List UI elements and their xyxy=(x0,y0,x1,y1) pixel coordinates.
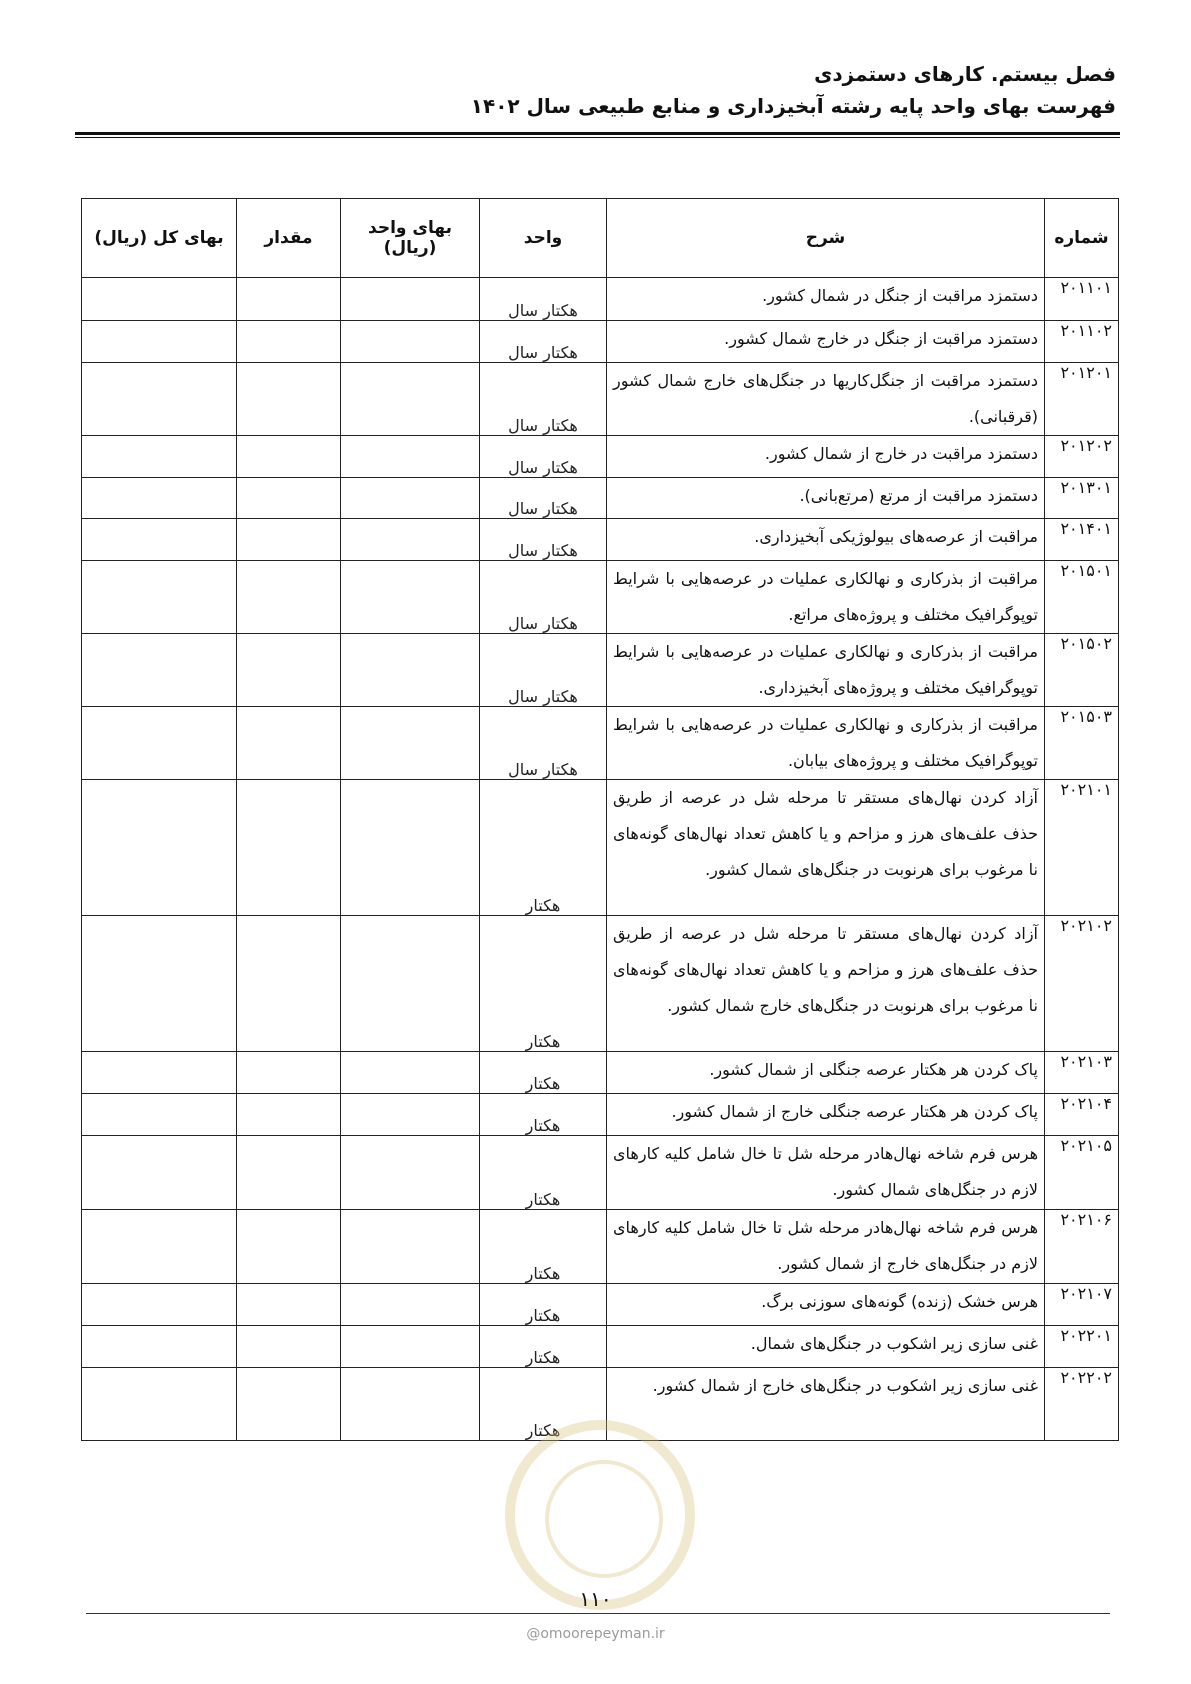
item-description: دستمزد مراقبت از مرتع (مرتع‌بانی). xyxy=(607,478,1045,519)
table-row xyxy=(82,707,1119,780)
item-unit-price xyxy=(341,780,480,916)
item-unit: هکتار xyxy=(480,1094,607,1136)
item-description: هرس خشک (زنده) گونه‌های سوزنی برگ. xyxy=(607,1284,1045,1326)
item-description: دستمزد مراقبت از جنگل در خارج شمال کشور. xyxy=(607,321,1045,363)
table-row xyxy=(82,1368,1119,1441)
item-quantity xyxy=(237,1210,341,1284)
item-unit-price xyxy=(341,916,480,1052)
item-unit-price xyxy=(341,436,480,478)
table-row xyxy=(82,561,1119,634)
item-total xyxy=(82,478,237,519)
item-unit: هکتار سال xyxy=(480,478,607,519)
item-quantity xyxy=(237,1094,341,1136)
item-code: ۲۰۲۲۰۲ xyxy=(1045,1368,1119,1441)
item-quantity xyxy=(237,1284,341,1326)
item-total xyxy=(82,1284,237,1326)
item-code: ۲۰۲۱۰۵ xyxy=(1045,1136,1119,1210)
item-unit: هکتار xyxy=(480,1136,607,1210)
item-code: ۲۰۲۱۰۴ xyxy=(1045,1094,1119,1136)
table-row xyxy=(82,634,1119,707)
table-row xyxy=(82,436,1119,478)
item-total xyxy=(82,561,237,634)
item-total xyxy=(82,780,237,916)
item-quantity xyxy=(237,436,341,478)
table-row xyxy=(82,519,1119,561)
item-unit-price xyxy=(341,1326,480,1368)
item-quantity xyxy=(237,363,341,436)
column-header-code: شماره xyxy=(1045,199,1119,278)
item-description: مراقبت از بذرکاری و نهالکاری عملیات در عرصه‌هایی با شرایط توپوگرافیک مختلف و پروژه‌های بیابان. xyxy=(607,707,1045,780)
item-quantity xyxy=(237,278,341,321)
item-code: ۲۰۲۱۰۳ xyxy=(1045,1052,1119,1094)
item-unit-price xyxy=(341,561,480,634)
item-quantity xyxy=(237,707,341,780)
table-row xyxy=(82,1284,1119,1326)
item-description: آزاد کردن نهال‌های مستقر تا مرحله شل در عرصه از طریق حذف علف‌های هرز و مزاحم و یا کاهش تعداد نهال‌های گونه‌های نا مرغوب برای هرنوبت در جنگل‌های خارج شمال کشور. xyxy=(607,916,1045,1052)
header-rule-thick xyxy=(75,132,1120,135)
table-row xyxy=(82,478,1119,519)
column-header-desc: شرح xyxy=(607,199,1045,278)
document-subtitle: فهرست بهای واحد پایه رشته آبخیزداری و منابع طبیعی سال ۱۴۰۲ xyxy=(470,94,1116,118)
table-row xyxy=(82,1136,1119,1210)
item-unit-price xyxy=(341,519,480,561)
item-quantity xyxy=(237,1326,341,1368)
item-code: ۲۰۱۱۰۲ xyxy=(1045,321,1119,363)
item-code: ۲۰۱۵۰۲ xyxy=(1045,634,1119,707)
column-header-unit-price xyxy=(341,199,480,278)
item-total xyxy=(82,436,237,478)
item-description: مراقبت از عرصه‌های بیولوژیکی آبخیزداری. xyxy=(607,519,1045,561)
item-unit-price xyxy=(341,321,480,363)
item-quantity xyxy=(237,916,341,1052)
column-header-unit: واحد xyxy=(480,199,607,278)
table-header-row xyxy=(82,199,1119,278)
page-header xyxy=(71,58,1116,122)
item-description: مراقبت از بذرکاری و نهالکاری عملیات در عرصه‌هایی با شرایط توپوگرافیک مختلف و پروژه‌های مراتع. xyxy=(607,561,1045,634)
header-rule-thin xyxy=(75,137,1120,138)
unit-price-label: بهای واحد xyxy=(368,218,452,238)
item-unit-price xyxy=(341,1052,480,1094)
item-unit: هکتار xyxy=(480,1326,607,1368)
item-code: ۲۰۲۲۰۱ xyxy=(1045,1326,1119,1368)
table-row xyxy=(82,363,1119,436)
item-total xyxy=(82,634,237,707)
item-total xyxy=(82,278,237,321)
chapter-title: فصل بیستم. کارهای دستمزدی xyxy=(814,62,1116,86)
item-total xyxy=(82,1094,237,1136)
item-unit-price xyxy=(341,1368,480,1441)
item-total xyxy=(82,321,237,363)
item-quantity xyxy=(237,561,341,634)
item-description: دستمزد مراقبت از جنگل‌کاریها در جنگل‌های خارج شمال کشور (قرقبانی). xyxy=(607,363,1045,436)
item-unit: هکتار سال xyxy=(480,519,607,561)
item-quantity xyxy=(237,1368,341,1441)
item-total xyxy=(82,1368,237,1441)
item-total xyxy=(82,916,237,1052)
page-number: ۱۱۰ xyxy=(579,1587,612,1611)
item-description: دستمزد مراقبت از جنگل در شمال کشور. xyxy=(607,278,1045,321)
item-total xyxy=(82,1052,237,1094)
item-unit-price xyxy=(341,634,480,707)
item-unit-price xyxy=(341,1094,480,1136)
item-quantity xyxy=(237,321,341,363)
item-unit: هکتار xyxy=(480,1052,607,1094)
item-description: دستمزد مراقبت در خارج از شمال کشور. xyxy=(607,436,1045,478)
item-total xyxy=(82,519,237,561)
item-code: ۲۰۲۱۰۷ xyxy=(1045,1284,1119,1326)
item-description: هرس فرم شاخه نهال‌هادر مرحله شل تا خال شامل کلیه کارهای لازم در جنگل‌های خارج از شمال کشور. xyxy=(607,1210,1045,1284)
item-unit-price xyxy=(341,1136,480,1210)
item-unit: هکتار سال xyxy=(480,634,607,707)
unit-price-currency: (ریال) xyxy=(383,238,437,258)
item-total xyxy=(82,363,237,436)
item-total xyxy=(82,1210,237,1284)
table-row xyxy=(82,278,1119,321)
item-description: مراقبت از بذرکاری و نهالکاری عملیات در عرصه‌هایی با شرایط توپوگرافیک مختلف و پروژه‌های آبخیزداری. xyxy=(607,634,1045,707)
item-total xyxy=(82,1326,237,1368)
item-quantity xyxy=(237,478,341,519)
table-row xyxy=(82,1094,1119,1136)
item-unit-price xyxy=(341,1284,480,1326)
item-code: ۲۰۱۵۰۳ xyxy=(1045,707,1119,780)
price-table xyxy=(81,198,1119,1441)
item-code: ۲۰۱۴۰۱ xyxy=(1045,519,1119,561)
item-total xyxy=(82,707,237,780)
item-unit: هکتار سال xyxy=(480,707,607,780)
footer-rule xyxy=(86,1613,1110,1614)
item-unit: هکتار سال xyxy=(480,278,607,321)
item-quantity xyxy=(237,1052,341,1094)
item-code: ۲۰۲۱۰۶ xyxy=(1045,1210,1119,1284)
item-quantity xyxy=(237,519,341,561)
item-total xyxy=(82,1136,237,1210)
item-unit: هکتار xyxy=(480,1210,607,1284)
item-description: پاک کردن هر هکتار عرصه جنگلی خارج از شمال کشور. xyxy=(607,1094,1045,1136)
item-quantity xyxy=(237,634,341,707)
stamp-watermark xyxy=(505,1420,695,1610)
item-quantity xyxy=(237,1136,341,1210)
item-unit: هکتار xyxy=(480,780,607,916)
column-header-quantity: مقدار xyxy=(237,199,341,278)
item-code: ۲۰۲۱۰۱ xyxy=(1045,780,1119,916)
item-code: ۲۰۲۱۰۲ xyxy=(1045,916,1119,1052)
item-unit: هکتار xyxy=(480,1284,607,1326)
item-description: غنی سازی زیر اشکوب در جنگل‌های شمال. xyxy=(607,1326,1045,1368)
item-unit: هکتار سال xyxy=(480,561,607,634)
item-unit: هکتار xyxy=(480,916,607,1052)
item-description: پاک کردن هر هکتار عرصه جنگلی از شمال کشور. xyxy=(607,1052,1045,1094)
item-unit: هکتار سال xyxy=(480,321,607,363)
item-unit: هکتار سال xyxy=(480,363,607,436)
table-row xyxy=(82,916,1119,1052)
item-unit: هکتار xyxy=(480,1368,607,1441)
item-code: ۲۰۱۱۰۱ xyxy=(1045,278,1119,321)
item-unit-price xyxy=(341,478,480,519)
column-header-total: بهای کل (ریال) xyxy=(82,199,237,278)
item-description: هرس فرم شاخه نهال‌هادر مرحله شل تا خال شامل کلیه کارهای لازم در جنگل‌های شمال کشور. xyxy=(607,1136,1045,1210)
item-quantity xyxy=(237,780,341,916)
item-description: غنی سازی زیر اشکوب در جنگل‌های خارج از شمال کشور. xyxy=(607,1368,1045,1441)
table-row xyxy=(82,1326,1119,1368)
table-row xyxy=(82,321,1119,363)
item-unit-price xyxy=(341,278,480,321)
item-code: ۲۰۱۵۰۱ xyxy=(1045,561,1119,634)
item-code: ۲۰۱۲۰۱ xyxy=(1045,363,1119,436)
item-unit-price xyxy=(341,1210,480,1284)
item-unit-price xyxy=(341,707,480,780)
table-row xyxy=(82,1210,1119,1284)
item-description: آزاد کردن نهال‌های مستقر تا مرحله شل در عرصه از طریق حذف علف‌های هرز و مزاحم و یا کاهش تعداد نهال‌های گونه‌های نا مرغوب برای هرنوبت در جنگل‌های شمال کشور. xyxy=(607,780,1045,916)
item-code: ۲۰۱۲۰۲ xyxy=(1045,436,1119,478)
table-row xyxy=(82,1052,1119,1094)
table-row xyxy=(82,780,1119,916)
item-unit-price xyxy=(341,363,480,436)
item-unit: هکتار سال xyxy=(480,436,607,478)
site-watermark: @omoorepeyman.ir xyxy=(526,1626,665,1642)
item-code: ۲۰۱۳۰۱ xyxy=(1045,478,1119,519)
